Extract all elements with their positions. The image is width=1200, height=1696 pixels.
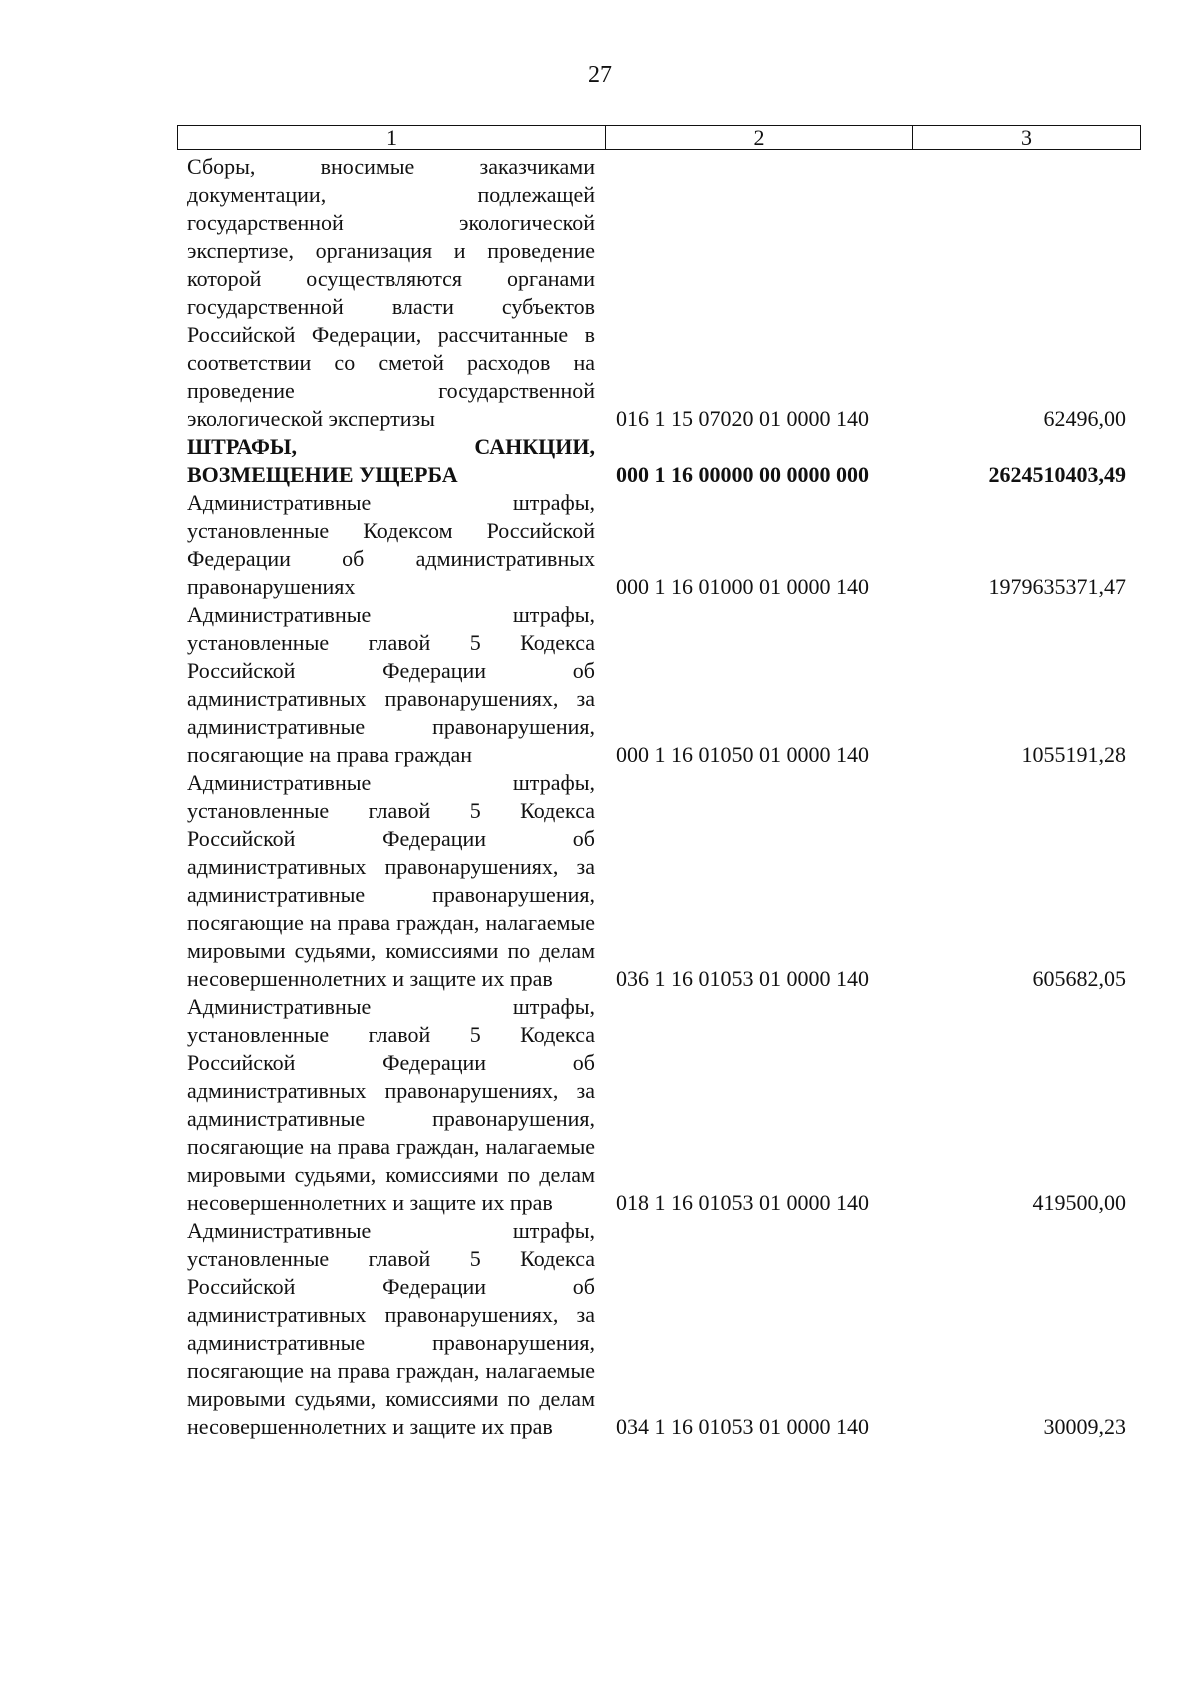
row-description: Административные штрафы, установленные главой 5 Кодекса Российской Федерации об административных правонарушениях, за административные правонарушения, посягающие на права граждан, налагаемые мировыми судьями, комиссиями по делам несовершеннолетних и защите их прав <box>187 770 595 991</box>
row-amount: 605682,05 <box>1032 966 1126 991</box>
table-row <box>0 153 1200 433</box>
row-description: Административные штрафы, установленные главой 5 Кодекса Российской Федерации об административных правонарушениях, за административные правонарушения, посягающие на права граждан, налагаемые мировыми судьями, комиссиями по делам несовершеннолетних и защите их прав <box>187 994 595 1215</box>
row-description: ШТРАФЫ, САНКЦИИ, ВОЗМЕЩЕНИЕ УЩЕРБА <box>187 434 595 487</box>
row-code: 036 1 16 01053 01 0000 140 <box>616 966 869 991</box>
row-amount: 1979635371,47 <box>988 574 1126 599</box>
row-code: 034 1 16 01053 01 0000 140 <box>616 1414 869 1439</box>
row-code: 016 1 15 07020 01 0000 140 <box>616 406 869 431</box>
row-description: Административные штрафы, установленные главой 5 Кодекса Российской Федерации об административных правонарушениях, за административные правонарушения, посягающие на права граждан <box>187 602 595 767</box>
table-row <box>0 1217 1200 1441</box>
table-header <box>177 125 1141 150</box>
column-header-3: 3 <box>913 126 1141 150</box>
row-amount: 419500,00 <box>1032 1190 1126 1215</box>
column-header-2: 2 <box>606 126 913 150</box>
table-row <box>0 769 1200 993</box>
row-amount: 2624510403,49 <box>988 462 1126 487</box>
row-description: Административные штрафы, установленные главой 5 Кодекса Российской Федерации об административных правонарушениях, за административные правонарушения, посягающие на права граждан, налагаемые мировыми судьями, комиссиями по делам несовершеннолетних и защите их прав <box>187 1218 595 1439</box>
table-row <box>0 993 1200 1217</box>
row-description: Сборы, вносимые заказчиками документации, подлежащей государственной экологической экспертизе, организация и проведение которой осуществляются органами государственной власти субъектов Российской Федерации, рассчитанные в соответствии со сметой расходов на проведение государственной экологической экспертизы <box>187 154 595 431</box>
row-code: 018 1 16 01053 01 0000 140 <box>616 1190 869 1215</box>
page-number: 27 <box>588 62 612 88</box>
row-amount: 62496,00 <box>1043 406 1126 431</box>
column-header-1: 1 <box>178 126 606 150</box>
table-row <box>0 601 1200 769</box>
row-code: 000 1 16 01050 01 0000 140 <box>616 742 869 767</box>
row-code: 000 1 16 01000 01 0000 140 <box>616 574 869 599</box>
row-code: 000 1 16 00000 00 0000 000 <box>616 462 869 487</box>
table-row <box>0 433 1200 489</box>
row-amount: 1055191,28 <box>1021 742 1126 767</box>
row-description: Административные штрафы, установленные Кодексом Российской Федерации об административных правонарушениях <box>187 490 595 599</box>
table-row <box>0 489 1200 601</box>
table-body <box>0 153 1200 1441</box>
row-amount: 30009,23 <box>1043 1414 1126 1439</box>
